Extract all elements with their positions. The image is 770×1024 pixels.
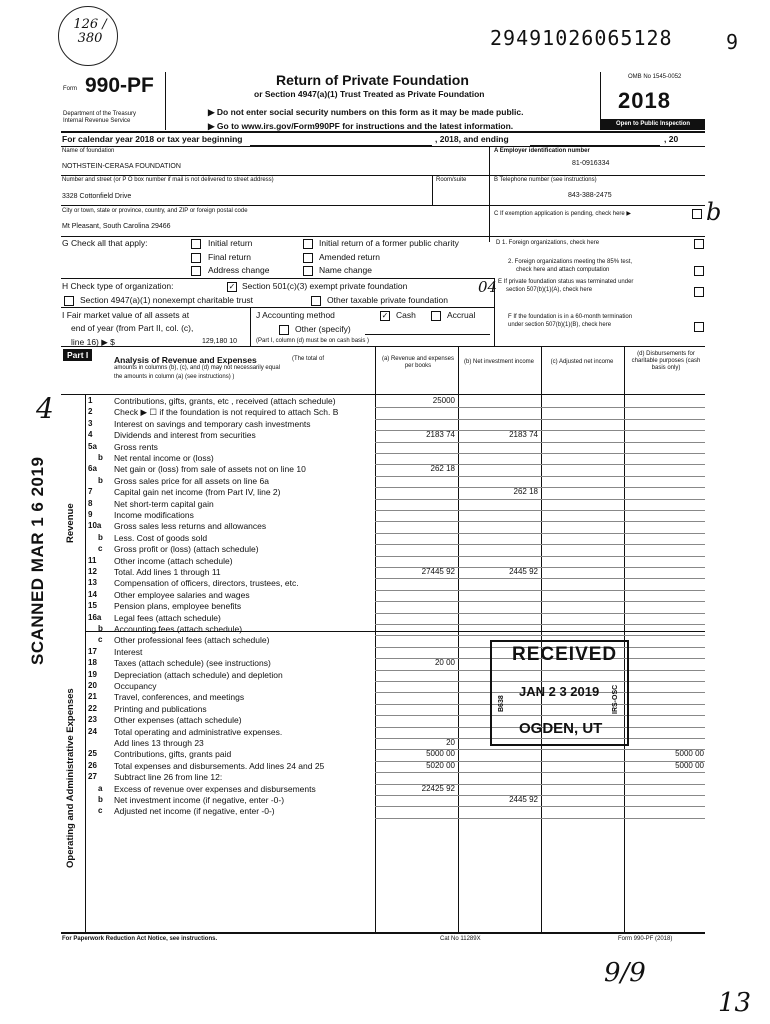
part1-row	[0, 487, 770, 498]
d2-label-b: check here and attach computation	[516, 267, 610, 273]
line-sub-letter: b	[98, 624, 103, 633]
instruction-ssn: ▶ Do not enter social security numbers on this form as it may be made public.	[208, 107, 524, 117]
col-a-header: (a) Revenue and expenses per books	[381, 356, 455, 369]
line-number: 25	[88, 749, 97, 759]
line-label: Gross sales price for all assets on line 6a	[114, 475, 269, 486]
col-a-value: 262 18	[430, 464, 455, 474]
part1-desc1: (The total of	[292, 356, 325, 362]
cash-label: Cash	[396, 310, 416, 320]
line-label: Add lines 13 through 23	[114, 738, 204, 748]
name-change-label: Name change	[319, 265, 372, 275]
amended-return-checkbox[interactable]	[303, 253, 313, 263]
i-fmv-line2: end of year (from Part II, col. (c),	[71, 323, 194, 333]
line-sub-letter: a	[98, 783, 103, 793]
form-word: Form	[63, 86, 77, 92]
line-label: Other expenses (attach schedule)	[114, 715, 242, 726]
501c3-label: Section 501(c)(3) exempt private foundation	[242, 281, 408, 291]
e-terminated-label-a: E If private foundation status was terminated under	[498, 279, 634, 285]
other-method-label: Other (specify)	[295, 324, 351, 334]
handwritten-page-no: 9/9	[604, 958, 646, 988]
part1-row	[0, 704, 770, 715]
part1-row	[0, 407, 770, 418]
part1-row	[0, 749, 770, 760]
part1-row	[0, 613, 770, 624]
part1-row	[0, 601, 770, 612]
line-sub-letter: b	[98, 475, 103, 485]
phone-value: 843-388-2475	[568, 192, 612, 199]
accrual-checkbox[interactable]	[431, 311, 441, 321]
part1-title: Analysis of Revenue and Expenses	[114, 355, 257, 365]
part1-row	[0, 590, 770, 601]
line-number: 22	[88, 703, 97, 713]
col-a-value: 25000	[432, 396, 455, 405]
line-label: Accounting fees (attach schedule)	[114, 624, 243, 634]
line-number: 7	[88, 487, 93, 497]
part1-row	[0, 715, 770, 726]
part1-row	[0, 533, 770, 544]
document-locator-number: 29491026065128	[490, 26, 673, 50]
cat-number: Cat No 11289X	[440, 936, 481, 942]
col-b-value: 262 18	[513, 487, 538, 497]
col-a-value: 5000 00	[426, 749, 455, 759]
calendar-end-year: , 20	[664, 134, 679, 144]
received-stamp-left-code: B638	[498, 695, 505, 712]
line-number: 24	[88, 726, 97, 736]
line-number: 10a	[88, 521, 102, 531]
received-stamp-right-code: IRS-OSC	[612, 684, 619, 714]
d1-foreign-label: D 1. Foreign organizations, check here	[496, 240, 600, 246]
handwritten-b: b	[706, 198, 722, 226]
open-to-public-badge: Open to Public Inspection	[601, 119, 705, 130]
line-label: Adjusted net income (if negative, enter -0-)	[114, 806, 275, 817]
line-number: 2	[88, 407, 93, 417]
accrual-label: Accrual	[447, 310, 476, 320]
col-b-value: 2445 92	[509, 567, 538, 576]
c-exemption-label: C If exemption application is pending, check here ▶	[494, 211, 632, 217]
received-stamp-city: OGDEN, UT	[519, 720, 603, 737]
initial-return-label: Initial return	[208, 238, 253, 248]
line-sub-letter: b	[98, 453, 103, 462]
col-b-value: 2183 74	[509, 430, 538, 440]
address-change-label: Address change	[208, 265, 270, 275]
form-subtitle: or Section 4947(a)(1) Trust Treated as Private Foundation	[254, 89, 485, 99]
line-number: 14	[88, 589, 97, 599]
line-sub-letter: b	[98, 532, 103, 542]
part1-row	[0, 670, 770, 681]
part1-row	[0, 738, 770, 749]
h-org-type-label: H Check type of organization:	[62, 281, 174, 291]
initial-former-public-label: Initial return of a former public charity	[319, 238, 459, 248]
part1-row	[0, 681, 770, 692]
line-label: Income modifications	[114, 510, 194, 520]
ein-value: 81-0916334	[572, 160, 610, 167]
part1-row	[0, 396, 770, 407]
street-label: Number and street (or P O box number if mail is not delivered to street address)	[62, 177, 274, 183]
col-d-header: (d) Disbursements for charitable purposes (cash basis only)	[631, 351, 701, 371]
line-number: 9	[88, 510, 93, 519]
line-number: 11	[88, 555, 97, 565]
line-label: Taxes (attach schedule) (see instructions)	[114, 658, 271, 669]
col-b-value: 2445 92	[509, 795, 538, 804]
part1-row	[0, 510, 770, 521]
line-number: 26	[88, 760, 97, 770]
row-rule	[375, 818, 705, 819]
part1-row	[0, 647, 770, 658]
line-number: 18	[88, 658, 97, 668]
part1-row	[0, 658, 770, 669]
cash-checkbox[interactable]: ✓	[381, 311, 389, 320]
part1-tag: Part I	[63, 349, 92, 361]
e-checkbox[interactable]	[694, 287, 704, 297]
initial-return-checkbox[interactable]	[191, 239, 201, 249]
omb-number: OMB No 1545-0052	[628, 74, 682, 80]
part1-row	[0, 544, 770, 555]
instruction-website: ▶ Go to www.irs.gov/Form990PF for instructions and the latest information.	[208, 121, 514, 131]
line-number: 4	[88, 430, 93, 440]
part1-row	[0, 442, 770, 453]
line-label: Excess of revenue over expenses and disbursements	[114, 783, 316, 794]
part1-row	[0, 772, 770, 783]
part1-row	[0, 567, 770, 578]
handwritten-left-mark: 4	[36, 392, 54, 425]
line-label: Interest on savings and temporary cash investments	[114, 418, 311, 429]
col-a-value: 2183 74	[426, 430, 455, 440]
line-sub-letter: c	[98, 635, 103, 645]
other-taxable-checkbox[interactable]	[311, 296, 321, 306]
part1-row	[0, 464, 770, 475]
line-label: Capital gain net income (from Part IV, line 2)	[114, 487, 281, 498]
received-stamp-title: RECEIVED	[512, 644, 618, 665]
line-label: Other professional fees (attach schedule)	[114, 635, 270, 646]
line-label: Other income (attach schedule)	[114, 555, 233, 566]
line-label: Depreciation (attach schedule) and depletion	[114, 669, 283, 680]
part1-row	[0, 692, 770, 703]
final-return-checkbox[interactable]	[191, 253, 201, 263]
line-number: 21	[88, 692, 97, 702]
line-label: Check ▶ ☐ if the foundation is not required to attach Sch. B	[114, 407, 339, 418]
line-label: Contributions, gifts, grants, etc , received (attach schedule)	[114, 396, 336, 406]
part1-row	[0, 806, 770, 817]
line-number: 13	[88, 578, 97, 588]
line-label: Total. Add lines 1 through 11	[114, 567, 221, 577]
g-check-label: G Check all that apply:	[62, 238, 148, 248]
j-accounting-label: J Accounting method	[256, 310, 335, 320]
line-number: 5a	[88, 441, 97, 451]
line-label: Legal fees (attach schedule)	[114, 612, 221, 623]
scanned-stamp: SCANNED MAR 1 6 2019	[28, 456, 47, 665]
line-number: 3	[88, 418, 93, 428]
line-label: Gross profit or (loss) (attach schedule)	[114, 544, 259, 555]
line-label: Net gain or (loss) from sale of assets not on line 10	[114, 464, 306, 475]
line-label: Dividends and interest from securities	[114, 430, 256, 441]
handwritten-04: 04	[478, 278, 498, 296]
dept-treasury: Department of the Treasury	[63, 111, 137, 117]
part1-row	[0, 624, 770, 635]
part1-row	[0, 521, 770, 532]
part1-desc2: amounts in columns (b), (c), and (d) may not necessarily equal	[114, 365, 281, 371]
foundation-name: NOTHSTEIN-CERASA FOUNDATION	[62, 163, 181, 170]
col-a-value: 20 00	[434, 658, 455, 668]
expenses-side-label: Operating and Administrative Expenses	[65, 688, 76, 868]
line-label: Pension plans, employee benefits	[114, 601, 242, 612]
calendar-year-label: For calendar year 2018 or tax year beginning	[62, 134, 243, 144]
irs-label: Internal Revenue Service	[63, 118, 131, 124]
line-sub-letter: b	[98, 795, 103, 804]
4947-trust-label: Section 4947(a)(1) nonexempt charitable trust	[80, 295, 253, 305]
part1-row	[0, 784, 770, 795]
line-number: 12	[88, 567, 97, 576]
line-label: Gross sales less returns and allowances	[114, 521, 267, 532]
line-number: 6a	[88, 464, 97, 474]
line-number: 20	[88, 681, 97, 690]
line-number: 17	[88, 646, 97, 656]
line-label: Printing and publications	[114, 703, 207, 714]
tax-year: 2018	[618, 88, 671, 113]
d2-label-a: 2. Foreign organizations meeting the 85% test,	[508, 259, 633, 265]
address-change-checkbox[interactable]	[191, 266, 201, 276]
city-state-zip: Mt Pleasant, South Carolina 29466	[62, 223, 171, 230]
f-checkbox[interactable]	[694, 322, 704, 332]
col-a-value: 20	[446, 738, 455, 747]
col-a-value: 5020 00	[426, 760, 455, 770]
form-number: 990-PF	[85, 74, 154, 97]
part1-desc3: the amounts in column (a) (see instructions) )	[114, 374, 235, 380]
final-return-label: Final return	[208, 252, 251, 262]
e-terminated-label-b: section 507(b)(1)(A), check here	[506, 287, 593, 293]
d2-checkbox[interactable]	[694, 266, 704, 276]
line-label: Total operating and administrative expenses.	[114, 726, 283, 737]
part1-row	[0, 430, 770, 441]
city-label: City or town, state or province, country, and ZIP or foreign postal code	[62, 208, 248, 214]
other-method-checkbox[interactable]	[279, 325, 289, 335]
part1-row	[0, 761, 770, 772]
col-a-value: 22425 92	[421, 783, 455, 793]
line-number: 27	[88, 772, 97, 782]
i-fmv-value: 129,180 10	[202, 338, 238, 345]
form-title: Return of Private Foundation	[276, 72, 469, 88]
line-label: Compensation of officers, directors, trustees, etc.	[114, 578, 299, 589]
form-footer-id: Form 990-PF (2018)	[618, 936, 673, 942]
phone-label: B Telephone number (see instructions)	[494, 177, 597, 183]
foundation-name-label: Name of foundation	[62, 148, 115, 154]
line-label: Net short-term capital gain	[114, 498, 214, 509]
line-sub-letter: c	[98, 806, 103, 816]
part1-row	[0, 795, 770, 806]
initial-former-public-checkbox[interactable]	[303, 239, 313, 249]
room-suite-label: Room/suite	[436, 177, 467, 183]
line-number: 16a	[88, 612, 102, 622]
line-label: Occupancy	[114, 681, 157, 691]
col-b-header: (b) Net investment income	[463, 359, 535, 365]
handwritten-circle-text: 126 / 380	[73, 17, 107, 46]
handwritten-13: 13	[718, 988, 752, 1018]
line-label: Net investment income (if negative, enter -0-)	[114, 795, 285, 805]
line-number: 8	[88, 498, 93, 508]
ein-label: A Employer identification number	[494, 148, 590, 154]
part1-row	[0, 578, 770, 589]
i-fmv-line1: I Fair market value of all assets at	[62, 310, 190, 320]
document-locator-suffix: 9	[726, 30, 739, 54]
f-60month-label-b: under section 507(b)(1)(B), check here	[508, 322, 612, 328]
line-number: 15	[88, 601, 97, 611]
line-label: Subtract line 26 from line 12:	[114, 772, 223, 783]
part1-row	[0, 499, 770, 510]
paperwork-notice: For Paperwork Reduction Act Notice, see instructions.	[62, 936, 218, 942]
part1-row	[0, 727, 770, 738]
revenue-side-label: Revenue	[65, 503, 76, 543]
501c3-checkbox[interactable]: ✓	[228, 282, 236, 291]
part1-row	[0, 556, 770, 567]
line-label: Contributions, gifts, grants paid	[114, 749, 232, 760]
line-label: Travel, conferences, and meetings	[114, 692, 245, 703]
col-a-value: 27445 92	[421, 567, 455, 576]
other-taxable-label: Other taxable private foundation	[327, 295, 448, 305]
line-number: 19	[88, 669, 97, 679]
col-d-value: 5000 00	[675, 760, 704, 770]
line-number: 1	[88, 396, 93, 405]
line-label: Gross rents	[114, 441, 158, 452]
f-60month-label-a: F If the foundation is in a 60-month termination	[508, 314, 633, 320]
line-label: Other employee salaries and wages	[114, 589, 250, 600]
part1-row	[0, 635, 770, 646]
4947-trust-checkbox[interactable]	[64, 296, 74, 306]
line-label: Net rental income or (loss)	[114, 453, 214, 463]
i-fmv-line3: line 16) ▶ $	[71, 337, 115, 347]
part1-row	[0, 476, 770, 487]
col-d-value: 5000 00	[675, 749, 704, 759]
street-address: 3328 Cottonfield Drive	[62, 193, 132, 200]
part1-row	[0, 453, 770, 464]
d1-checkbox[interactable]	[694, 239, 704, 249]
received-stamp-date: JAN 2 3 2019	[519, 684, 600, 699]
part1-row	[0, 419, 770, 430]
calendar-ending-label: , 2018, and ending	[435, 134, 509, 144]
line-number: 23	[88, 715, 97, 725]
c-exemption-checkbox[interactable]	[692, 209, 702, 219]
j-cash-basis-note: (Part I, column (d) must be on cash basis )	[256, 338, 370, 344]
name-change-checkbox[interactable]	[303, 266, 313, 276]
line-label: Interest	[114, 646, 143, 657]
line-label: Less. Cost of goods sold	[114, 532, 208, 543]
col-c-header: (c) Adjusted net income	[550, 359, 614, 365]
amended-return-label: Amended return	[319, 252, 380, 262]
line-sub-letter: c	[98, 544, 103, 554]
line-label: Total expenses and disbursements. Add lines 24 and 25	[114, 760, 325, 771]
